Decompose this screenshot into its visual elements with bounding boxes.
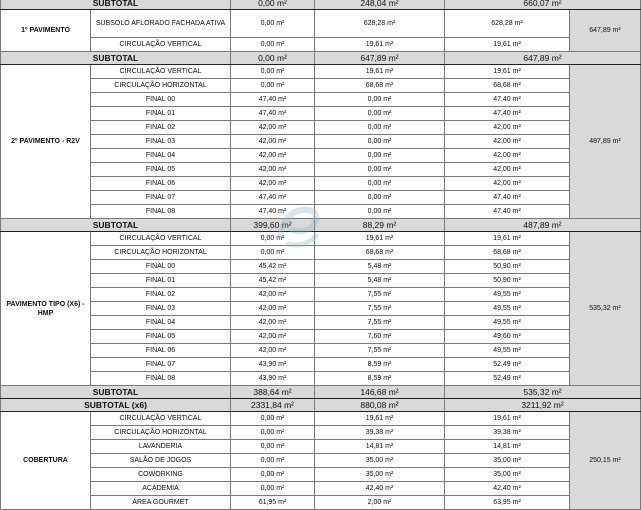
- subtotal-total-area: 535,32 m²: [445, 386, 641, 399]
- table-row: [1, 38, 641, 52]
- private-area: 0,00 m²: [231, 246, 315, 260]
- table-row: [1, 454, 641, 468]
- table-row: [1, 358, 641, 372]
- room-total-area: 42,40 m²: [445, 482, 570, 496]
- room-total-area: 19,61 m²: [445, 38, 570, 52]
- subtotal-row: [1, 219, 641, 232]
- subtotal-common-area: 88,29 m²: [315, 219, 445, 232]
- room-total-area: 50,90 m²: [445, 260, 570, 274]
- subtotal-common-area: 880,08 m²: [315, 399, 445, 412]
- table-row: [1, 79, 641, 93]
- subtotal-row: [1, 0, 641, 10]
- room-name: ACADEMIA: [91, 482, 231, 496]
- subtotal-row: [1, 52, 641, 65]
- room-name: CIRCULAÇÃO VERTICAL: [91, 38, 231, 52]
- subtotal-total-area: 487,89 m²: [445, 219, 641, 232]
- private-area: 43,90 m²: [231, 372, 315, 386]
- subtotal-label: SUBTOTAL: [1, 0, 231, 10]
- private-area: 42,00 m²: [231, 302, 315, 316]
- room-total-area: 63,95 m²: [445, 496, 570, 510]
- table-row: [1, 440, 641, 454]
- room-name: CIRCULAÇÃO HORIZONTAL: [91, 426, 231, 440]
- subtotal-common-area: 647,89 m²: [315, 52, 445, 65]
- room-name: FINAL 08: [91, 372, 231, 386]
- room-name: FINAL 07: [91, 191, 231, 205]
- private-area: 0,00 m²: [231, 468, 315, 482]
- subtotal-label: SUBTOTAL: [1, 219, 231, 232]
- subtotal-label: SUBTOTAL (x6): [1, 399, 231, 412]
- table-row: [1, 177, 641, 191]
- common-area: 0,00 m²: [315, 107, 445, 121]
- common-area: 5,48 m²: [315, 260, 445, 274]
- room-total-area: 19,61 m²: [445, 232, 570, 246]
- private-area: 0,00 m²: [231, 454, 315, 468]
- room-name: LAVANDERIA: [91, 440, 231, 454]
- common-area: 5,48 m²: [315, 274, 445, 288]
- room-name: CIRCULAÇÃO VERTICAL: [91, 65, 231, 79]
- room-total-area: 47,40 m²: [445, 107, 570, 121]
- room-total-area: 47,40 m²: [445, 191, 570, 205]
- table-row: [1, 412, 641, 426]
- table-row: [1, 232, 641, 246]
- table-row: [1, 344, 641, 358]
- common-area: 19,61 m²: [315, 232, 445, 246]
- room-name: FINAL 00: [91, 93, 231, 107]
- subtotal-private-area: 0,00 m²: [231, 52, 315, 65]
- room-name: SALÃO DE JOGOS: [91, 454, 231, 468]
- room-total-area: 68,68 m²: [445, 79, 570, 93]
- room-name: FINAL 04: [91, 316, 231, 330]
- common-area: 7,55 m²: [315, 316, 445, 330]
- room-total-area: 39,38 m²: [445, 426, 570, 440]
- room-name: CIRCULAÇÃO VERTICAL: [91, 232, 231, 246]
- room-name: FINAL 06: [91, 344, 231, 358]
- room-name: FINAL 07: [91, 358, 231, 372]
- subtotal-common-area: 248,04 m²: [315, 0, 445, 10]
- private-area: 42,00 m²: [231, 149, 315, 163]
- table-row: [1, 468, 641, 482]
- table-row: [1, 426, 641, 440]
- common-area: 8,59 m²: [315, 372, 445, 386]
- room-name: FINAL 01: [91, 274, 231, 288]
- subtotal-total-area: 647,89 m²: [445, 52, 641, 65]
- room-name: SUBSOLO AFLORADO FACHADA ATIVA: [91, 10, 231, 38]
- room-total-area: 49,55 m²: [445, 344, 570, 358]
- room-total-area: 50,90 m²: [445, 274, 570, 288]
- common-area: 0,00 m²: [315, 205, 445, 219]
- common-area: 0,00 m²: [315, 135, 445, 149]
- floor-total-area: 487,89 m²: [570, 65, 641, 219]
- common-area: 68,68 m²: [315, 79, 445, 93]
- subtotal-private-area: 2331,84 m²: [231, 399, 315, 412]
- floor-total-area: 250,15 m²: [570, 412, 641, 510]
- private-area: 0,00 m²: [231, 65, 315, 79]
- room-name: FINAL 05: [91, 163, 231, 177]
- private-area: 61,95 m²: [231, 496, 315, 510]
- room-total-area: 49,55 m²: [445, 316, 570, 330]
- common-area: 19,61 m²: [315, 38, 445, 52]
- common-area: 7,55 m²: [315, 344, 445, 358]
- floor-label: COBERTURA: [1, 412, 91, 510]
- common-area: 8,59 m²: [315, 358, 445, 372]
- room-name: CIRCULAÇÃO HORIZONTAL: [91, 246, 231, 260]
- common-area: 0,00 m²: [315, 149, 445, 163]
- common-area: 2,00 m²: [315, 496, 445, 510]
- room-total-area: 42,00 m²: [445, 177, 570, 191]
- room-name: CIRCULAÇÃO HORIZONTAL: [91, 79, 231, 93]
- floor-label: PAVIMENTO TIPO (X6) - HMP: [1, 232, 91, 386]
- table-row: [1, 135, 641, 149]
- room-total-area: 47,40 m²: [445, 205, 570, 219]
- private-area: 42,00 m²: [231, 135, 315, 149]
- common-area: 0,00 m²: [315, 177, 445, 191]
- table-row: [1, 316, 641, 330]
- table-row: [1, 163, 641, 177]
- subtotal-total-area: 3211,92 m²: [445, 399, 641, 412]
- common-area: 0,00 m²: [315, 163, 445, 177]
- room-name: FINAL 02: [91, 121, 231, 135]
- table-row: [1, 10, 641, 38]
- table-row: [1, 260, 641, 274]
- room-name: FINAL 03: [91, 302, 231, 316]
- room-name: COWORKING: [91, 468, 231, 482]
- room-total-area: 42,00 m²: [445, 163, 570, 177]
- table-row: [1, 288, 641, 302]
- room-total-area: 628,28 m²: [445, 10, 570, 38]
- private-area: 0,00 m²: [231, 426, 315, 440]
- subtotal-total-area: 660,07 m²: [445, 0, 641, 10]
- room-total-area: 42,00 m²: [445, 149, 570, 163]
- room-name: CIRCULAÇÃO VERTICAL: [91, 412, 231, 426]
- room-name: FINAL 04: [91, 149, 231, 163]
- common-area: 0,00 m²: [315, 121, 445, 135]
- room-name: FINAL 05: [91, 330, 231, 344]
- private-area: 42,00 m²: [231, 316, 315, 330]
- private-area: 42,00 m²: [231, 177, 315, 191]
- private-area: 42,00 m²: [231, 344, 315, 358]
- private-area: 0,00 m²: [231, 440, 315, 454]
- room-name: FINAL 00: [91, 260, 231, 274]
- table-row: [1, 274, 641, 288]
- room-total-area: 19,61 m²: [445, 65, 570, 79]
- area-table-body: [1, 0, 641, 510]
- table-row: [1, 482, 641, 496]
- private-area: 42,00 m²: [231, 121, 315, 135]
- table-row: [1, 372, 641, 386]
- common-area: 35,00 m²: [315, 468, 445, 482]
- subtotal-label: SUBTOTAL: [1, 386, 231, 399]
- table-row: [1, 149, 641, 163]
- private-area: 0,00 m²: [231, 232, 315, 246]
- table-row: [1, 65, 641, 79]
- room-total-area: 52,49 m²: [445, 358, 570, 372]
- private-area: 43,90 m²: [231, 358, 315, 372]
- private-area: 42,00 m²: [231, 330, 315, 344]
- private-area: 45,42 m²: [231, 260, 315, 274]
- private-area: 45,42 m²: [231, 274, 315, 288]
- table-row: [1, 107, 641, 121]
- table-row: [1, 302, 641, 316]
- subtotal-row: [1, 399, 641, 412]
- table-row: [1, 121, 641, 135]
- room-name: FINAL 08: [91, 205, 231, 219]
- common-area: 19,61 m²: [315, 65, 445, 79]
- private-area: 47,40 m²: [231, 205, 315, 219]
- room-name: FINAL 06: [91, 177, 231, 191]
- floor-total-area: 647,89 m²: [570, 10, 641, 52]
- room-name: FINAL 02: [91, 288, 231, 302]
- table-row: [1, 205, 641, 219]
- room-total-area: 52,49 m²: [445, 372, 570, 386]
- table-row: [1, 330, 641, 344]
- subtotal-private-area: 399,60 m²: [231, 219, 315, 232]
- floor-total-area: 535,32 m²: [570, 232, 641, 386]
- table-row: [1, 191, 641, 205]
- subtotal-private-area: 0,00 m²: [231, 0, 315, 10]
- private-area: 47,40 m²: [231, 191, 315, 205]
- private-area: 47,40 m²: [231, 107, 315, 121]
- room-total-area: 49,55 m²: [445, 288, 570, 302]
- common-area: 0,00 m²: [315, 191, 445, 205]
- common-area: 7,55 m²: [315, 302, 445, 316]
- floor-label: 1º PAVIMENTO: [1, 10, 91, 52]
- room-total-area: 42,00 m²: [445, 121, 570, 135]
- private-area: 0,00 m²: [231, 79, 315, 93]
- subtotal-row: [1, 386, 641, 399]
- room-name: FINAL 01: [91, 107, 231, 121]
- subtotal-private-area: 388,64 m²: [231, 386, 315, 399]
- common-area: 7,60 m²: [315, 330, 445, 344]
- room-total-area: 49,55 m²: [445, 302, 570, 316]
- common-area: 0,00 m²: [315, 93, 445, 107]
- common-area: 42,40 m²: [315, 482, 445, 496]
- private-area: 0,00 m²: [231, 38, 315, 52]
- table-row: [1, 93, 641, 107]
- common-area: 39,38 m²: [315, 426, 445, 440]
- private-area: 0,00 m²: [231, 482, 315, 496]
- common-area: 7,55 m²: [315, 288, 445, 302]
- common-area: 14,81 m²: [315, 440, 445, 454]
- room-total-area: 19,61 m²: [445, 412, 570, 426]
- common-area: 35,00 m²: [315, 454, 445, 468]
- private-area: 47,40 m²: [231, 93, 315, 107]
- room-name: FINAL 03: [91, 135, 231, 149]
- room-total-area: 35,00 m²: [445, 454, 570, 468]
- subtotal-common-area: 146,68 m²: [315, 386, 445, 399]
- private-area: 42,00 m²: [231, 288, 315, 302]
- room-total-area: 14,81 m²: [445, 440, 570, 454]
- table-row: [1, 496, 641, 510]
- common-area: 628,28 m²: [315, 10, 445, 38]
- private-area: 0,00 m²: [231, 10, 315, 38]
- common-area: 19,61 m²: [315, 412, 445, 426]
- room-total-area: 47,40 m²: [445, 93, 570, 107]
- room-total-area: 42,00 m²: [445, 135, 570, 149]
- room-total-area: 49,60 m²: [445, 330, 570, 344]
- table-row: [1, 246, 641, 260]
- private-area: 0,00 m²: [231, 412, 315, 426]
- common-area: 68,68 m²: [315, 246, 445, 260]
- room-name: ÁREA GOURMET: [91, 496, 231, 510]
- room-total-area: 35,00 m²: [445, 468, 570, 482]
- room-total-area: 68,68 m²: [445, 246, 570, 260]
- subtotal-label: SUBTOTAL: [1, 52, 231, 65]
- floor-label: 2º PAVIMENTO - R2V: [1, 65, 91, 219]
- private-area: 42,00 m²: [231, 163, 315, 177]
